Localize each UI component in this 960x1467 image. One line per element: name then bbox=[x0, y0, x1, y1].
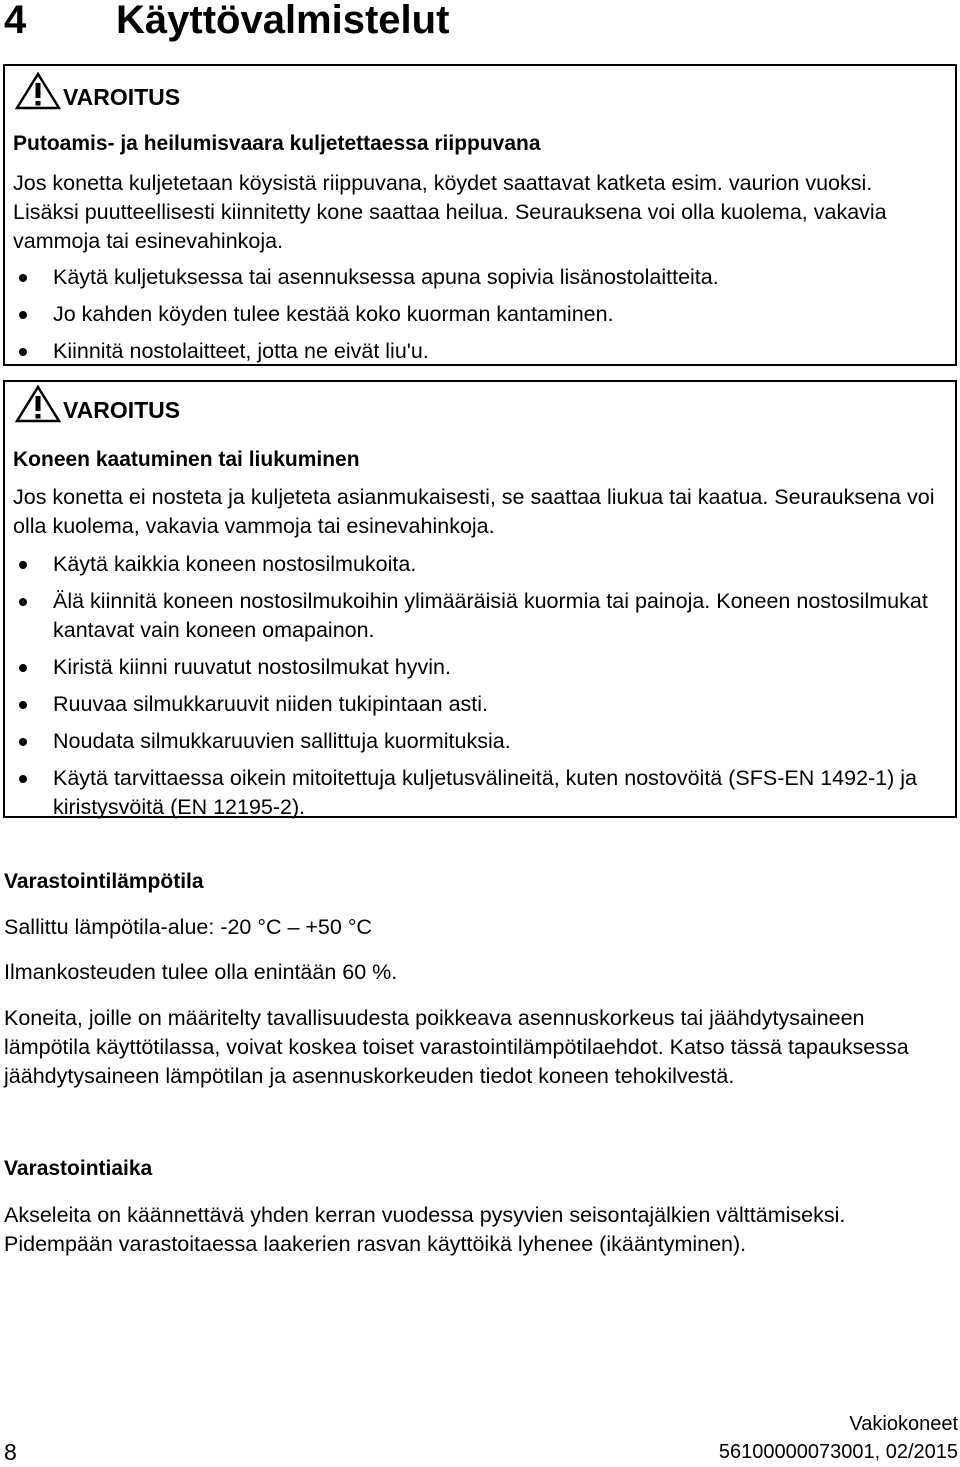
chapter-number: 4 bbox=[4, 0, 27, 42]
warning-header bbox=[15, 387, 180, 423]
bullet-icon bbox=[19, 775, 27, 783]
bullet-icon bbox=[19, 311, 27, 319]
bullet-icon bbox=[19, 701, 27, 709]
warning-title: Putoamis- ja heilumisvaara kuljetettaessa riippuvana bbox=[13, 132, 541, 155]
warning-description: Jos konetta kuljetetaan köysistä riippuvana, köydet saattavat katketa esim. vaurion vuoksi. Lisäksi puutteellisesti kiinnitetty kone saattaa heilua. Seurauksena voi olla kuolema, vakavia vammoja tai esinevahinkoja. bbox=[13, 171, 887, 253]
warning-measures-list bbox=[13, 263, 945, 366]
storage-conditions-note: Koneita, joille on määritelty tavallisuudesta poikkeava asennuskorkeus tai jäähdytysaineen lämpötila käyttötilassa, voivat koskea toiset varastointilämpötilaehdot. Katso tässä tapauksessa jäähdytysaineen lämpötilan ja asennuskorkeuden tiedot koneen tehokilvestä. bbox=[4, 1006, 909, 1088]
list-item: Käytä kaikkia koneen nostosilmukoita. bbox=[13, 550, 945, 579]
bullet-icon bbox=[19, 348, 27, 356]
warning-box-tipping bbox=[3, 380, 957, 818]
bullet-icon bbox=[19, 598, 27, 606]
section-heading-storage-time: Varastointiaika bbox=[4, 1157, 153, 1180]
list-item: Älä kiinnitä koneen nostosilmukoihin ylimääräisiä kuormia tai painoja. Koneen nostosilmukat kantavat vain koneen omapainon. bbox=[13, 587, 945, 645]
warning-label: VAROITUS bbox=[63, 397, 181, 423]
chapter-title-text: Käyttövalmistelut bbox=[116, 0, 450, 42]
bullet-icon bbox=[19, 274, 27, 282]
warning-label: VAROITUS bbox=[63, 84, 181, 110]
warning-triangle-icon bbox=[15, 72, 61, 110]
warning-description: Jos konetta ei nosteta ja kuljeteta asianmukaisesti, se saattaa liukua tai kaatua. Seurauksena voi olla kuolema, vakavia vammoja tai esinevahinkoja. bbox=[13, 485, 935, 538]
warning-title: Koneen kaatuminen tai liukuminen bbox=[13, 448, 360, 471]
list-item: Käytä tarvittaessa oikein mitoitettuja kuljetusvälineitä, kuten nostovöitä (SFS-EN 1492-1) ja kiristysvöitä (EN 12195-2). bbox=[13, 764, 945, 822]
storage-time-text: Akseleita on käännettävä yhden kerran vuodessa pysyvien seisontajälkien välttämiseksi. Pidempään varastoitaessa laakerien rasvan käyttöikä lyhenee (ikääntyminen). bbox=[4, 1203, 846, 1256]
footer-product: Vakiokoneet bbox=[849, 1413, 958, 1435]
humidity-limit: Ilmankosteuden tulee olla enintään 60 %. bbox=[4, 960, 398, 984]
allowed-temperature-range: Sallittu lämpötila-alue: -20 °C – +50 °C bbox=[4, 915, 372, 939]
warning-triangle-icon bbox=[15, 385, 61, 423]
list-item: Ruuvaa silmukkaruuvit niiden tukipintaan asti. bbox=[13, 690, 945, 719]
warning-measures-list bbox=[13, 550, 945, 822]
footer-doc-ref: 56100000073001, 02/2015 bbox=[718, 1441, 958, 1463]
warning-box-suspended-transport bbox=[3, 64, 957, 366]
list-item: Käytä kuljetuksessa tai asennuksessa apuna sopivia lisänostolaitteita. bbox=[13, 263, 945, 292]
list-item: Kiinnitä nostolaitteet, jotta ne eivät liu'u. bbox=[13, 337, 945, 366]
list-item: Kiristä kiinni ruuvatut nostosilmukat hyvin. bbox=[13, 653, 945, 682]
bullet-icon bbox=[19, 664, 27, 672]
list-item: Noudata silmukkaruuvien sallittuja kuormituksia. bbox=[13, 727, 945, 756]
footer-document-info bbox=[719, 1410, 958, 1466]
list-item: Jo kahden köyden tulee kestää koko kuorman kantaminen. bbox=[13, 300, 945, 329]
bullet-icon bbox=[19, 738, 27, 746]
chapter-title bbox=[4, 0, 449, 42]
warning-header bbox=[15, 74, 180, 110]
page-number: 8 bbox=[4, 1439, 17, 1465]
bullet-icon bbox=[19, 561, 27, 569]
section-heading-storage-temperature: Varastointilämpötila bbox=[4, 870, 204, 893]
